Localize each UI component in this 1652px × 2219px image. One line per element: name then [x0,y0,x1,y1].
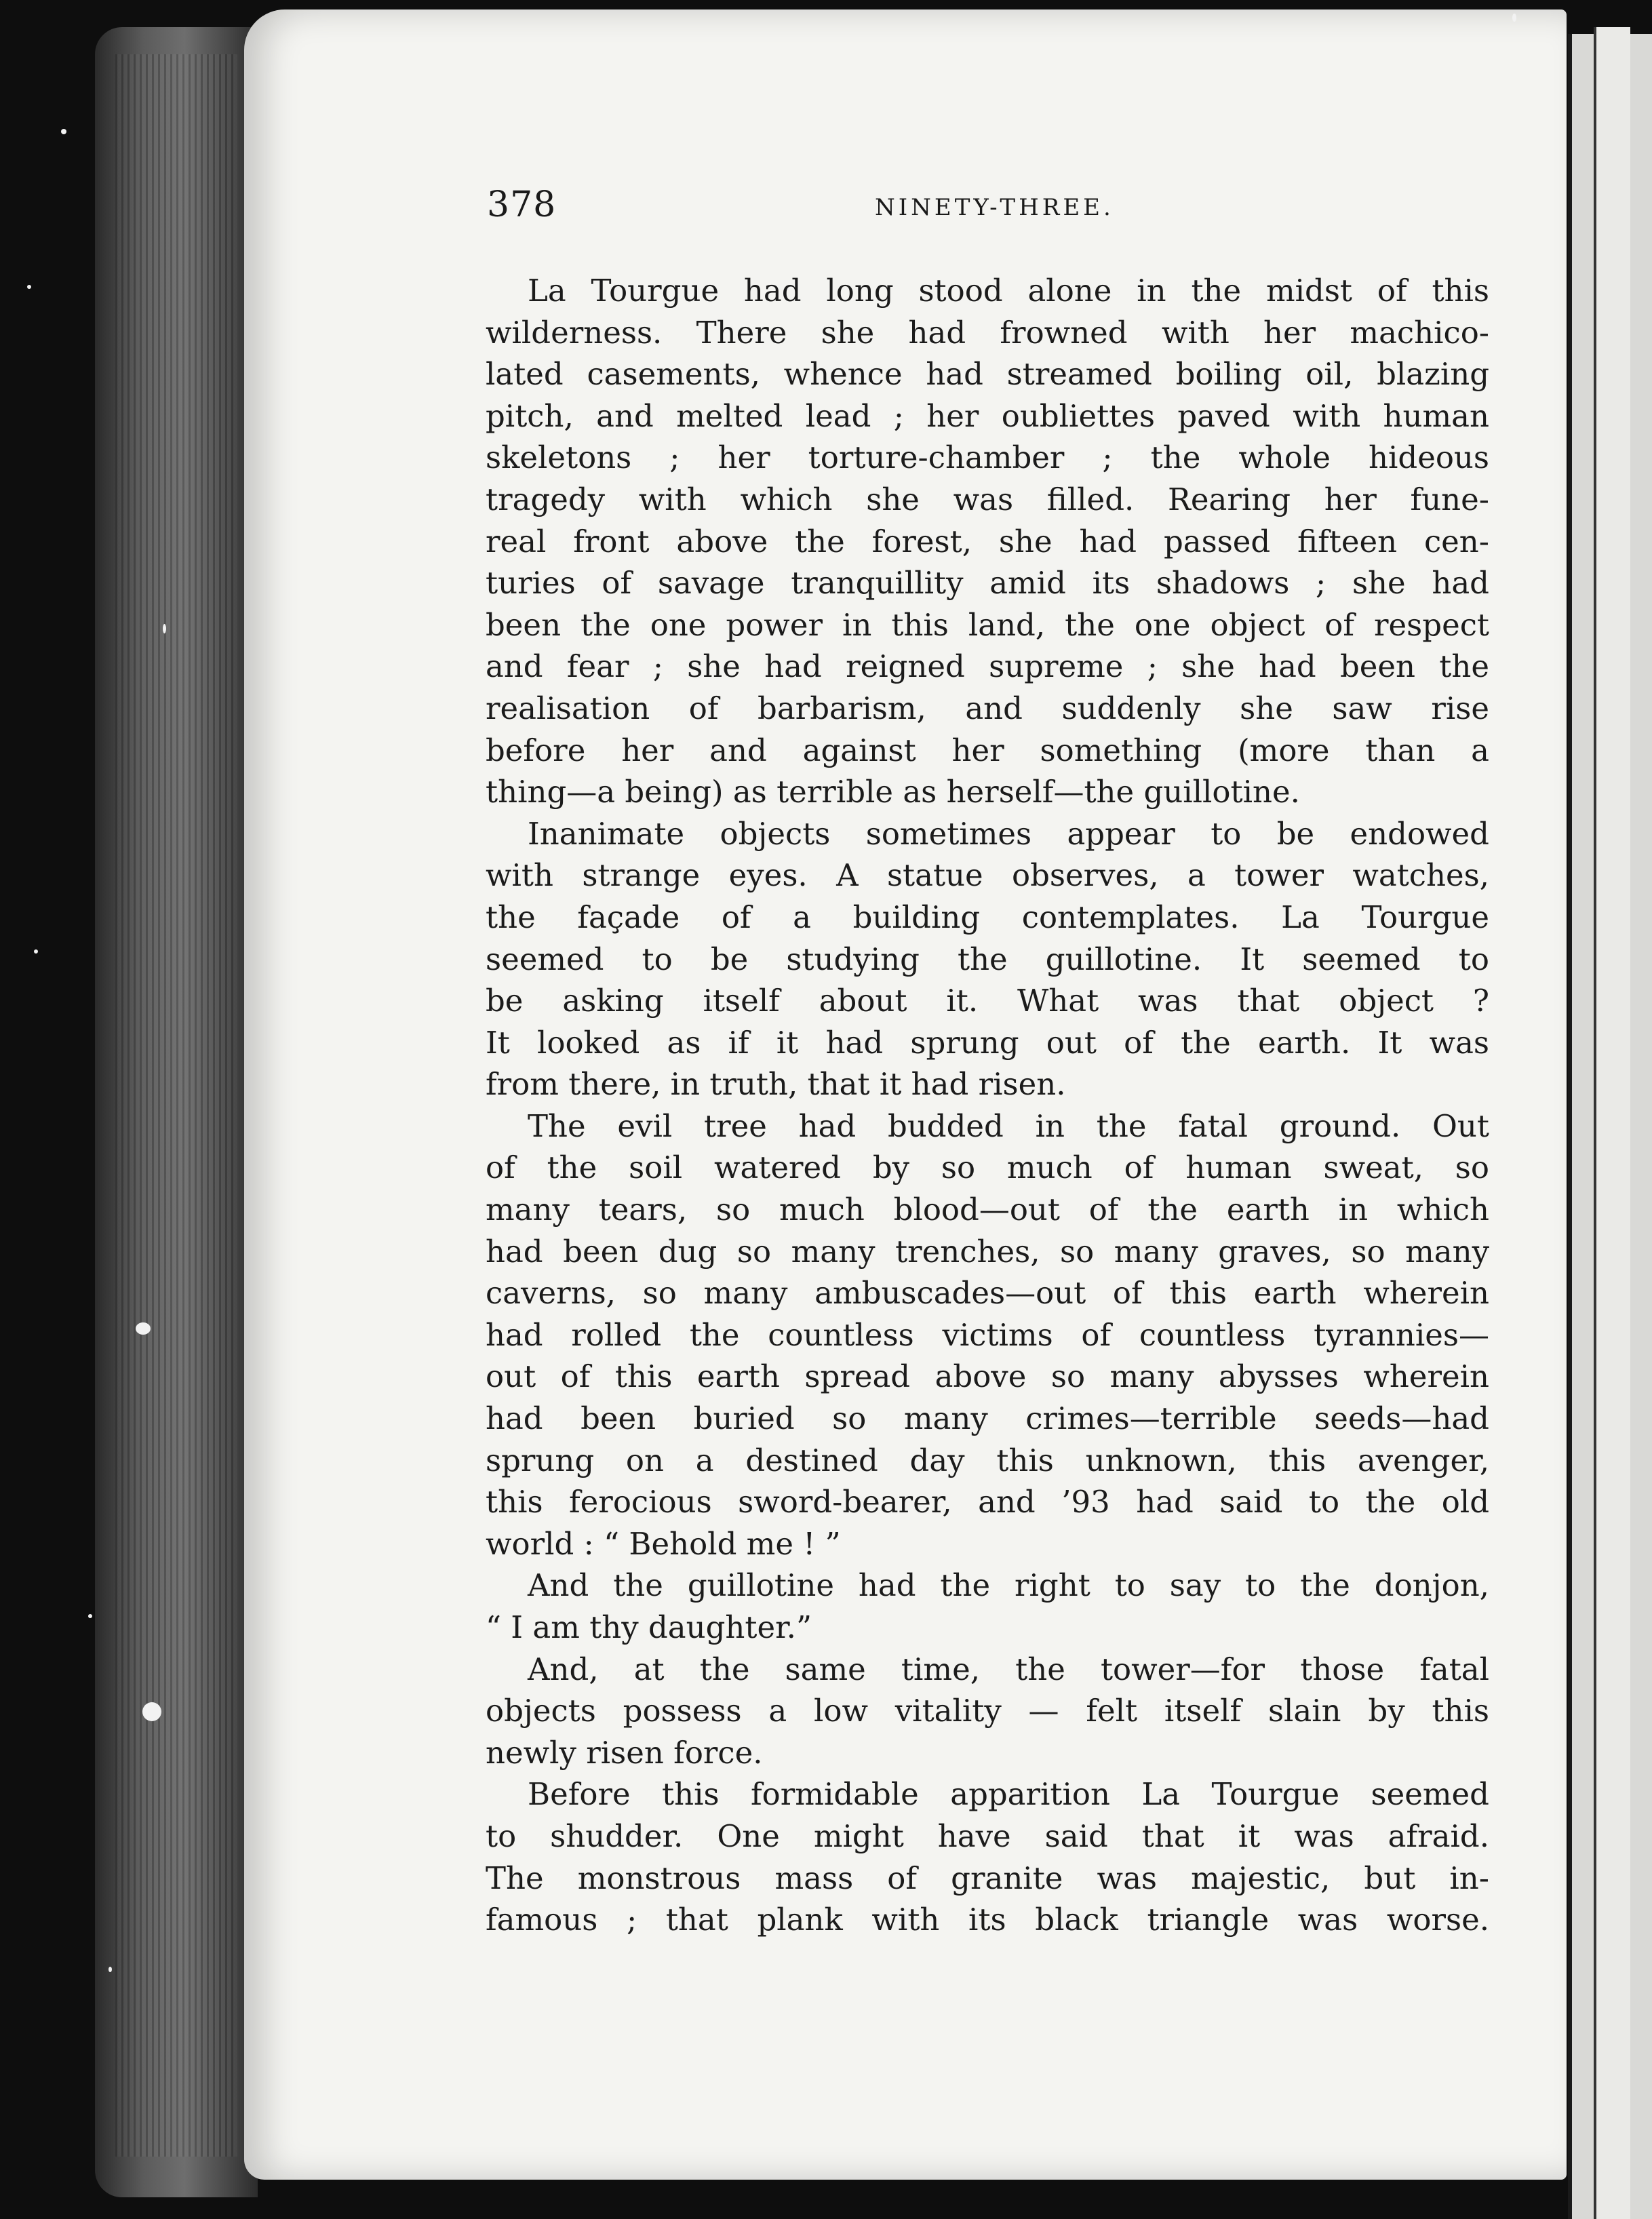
text-line: lated casements, whence had streamed boiling oil, blazing [486,356,1489,393]
facing-page-strip [1594,27,1630,2219]
text-line: with strange eyes. A statue observes, a tower watches, [486,857,1489,894]
text-line: seemed to be studying the guillotine. It seemed to [486,941,1489,977]
text-line: be asking itself about it. What was that object ? [486,983,1489,1019]
dust-speck [109,1967,112,1972]
text-line: realisation of barbarism, and suddenly she saw rise [486,690,1489,726]
text-line: thing—a being) as terrible as herself—the guillotine. [486,774,1300,810]
text-line: this ferocious sword-bearer, and ’93 had said to the old [486,1484,1489,1520]
body-text [486,270,1489,1941]
dust-speck [163,624,166,633]
text-line: Inanimate objects sometimes appear to be endowed [528,815,1489,852]
dust-speck [27,285,31,289]
text-line: sprung on a destined day this unknown, this avenger, [486,1442,1489,1478]
text-line: And, at the same time, the tower—for those fatal [528,1651,1489,1687]
text-line: It looked as if it had sprung out of the earth. It was [486,1024,1489,1061]
text-line: out of this earth spread above so many abysses wherein [486,1358,1489,1395]
text-line: Before this formidable apparition La Tourgue seemed [528,1776,1489,1813]
text-line: newly risen force. [486,1734,763,1771]
dust-speck [136,1322,151,1335]
text-line: And the guillotine had the right to say to the donjon, [528,1567,1489,1604]
dust-speck [34,949,38,954]
page-number: 378 [487,184,557,225]
text-line: turies of savage tranquillity amid its shadows ; she had [486,565,1489,602]
dust-speck [88,1614,92,1618]
text-line: the façade of a building contemplates. La Tourgue [486,899,1489,935]
text-line: La Tourgue had long stood alone in the midst of this [528,273,1489,309]
text-line: many tears, so much blood—out of the earth in which [486,1192,1489,1228]
text-line: tragedy with which she was filled. Rearing her fune- [486,481,1489,517]
text-line: objects possess a low vitality — felt itself slain by this [486,1693,1489,1729]
text-line: caverns, so many ambuscades—out of this earth wherein [486,1275,1489,1312]
text-line: “ I am thy daughter.” [486,1609,812,1645]
text-line: had been buried so many crimes—terrible seeds—had [486,1400,1489,1437]
dust-speck [1512,14,1516,22]
text-line: famous ; that plank with its black triangle was worse. [486,1902,1489,1938]
text-line: and fear ; she had reigned supreme ; she had been the [486,648,1489,685]
text-line: had rolled the countless victims of countless tyrannies— [486,1316,1489,1353]
text-line: The evil tree had budded in the fatal ground. Out [528,1107,1489,1144]
text-line: skeletons ; her torture-chamber ; the whole hideous [486,439,1489,476]
page-header [487,184,1491,239]
page-edge-texture [115,54,237,2157]
dust-speck [142,1702,161,1721]
text-line: before her and against her something (more than a [486,732,1489,768]
text-line: to shudder. One might have said that it was afraid. [486,1818,1489,1854]
text-line: of the soil watered by so much of human sweat, so [486,1150,1489,1186]
text-line: real front above the forest, she had passed fifteen cen- [486,523,1489,559]
text-line: pitch, and melted lead ; her oubliettes paved with human [486,397,1489,434]
text-line: world : “ Behold me ! ” [486,1525,841,1562]
text-line: The monstrous mass of granite was majestic, but in- [486,1860,1489,1896]
text-line: wilderness. There she had frowned with her machico- [486,314,1489,351]
text-line: been the one power in this land, the one object of respect [486,606,1489,643]
text-line: from there, in truth, that it had risen. [486,1066,1066,1103]
text-line: had been dug so many trenches, so many graves, so many [486,1233,1489,1270]
running-title: NINETY-THREE. [875,194,1114,221]
dust-speck [61,129,66,134]
